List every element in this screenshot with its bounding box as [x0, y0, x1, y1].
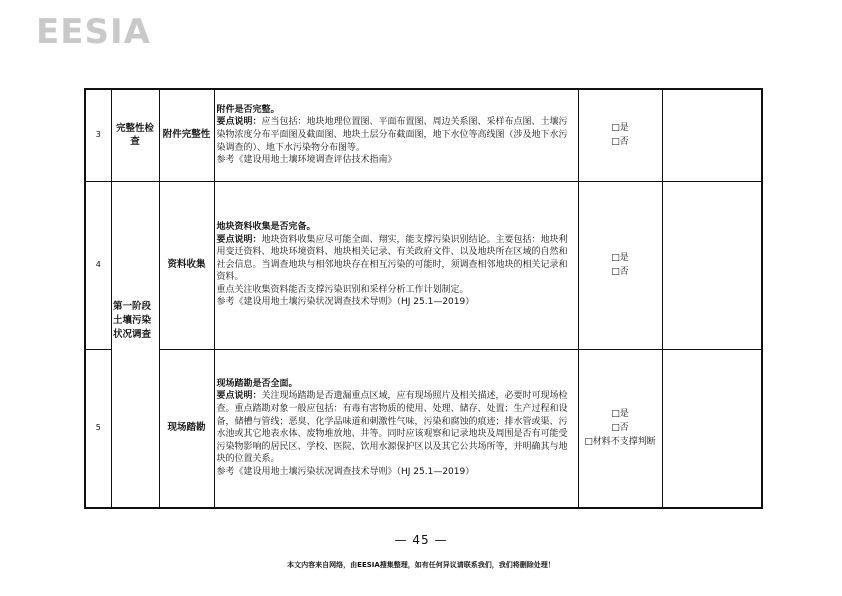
content-cell [214, 89, 578, 181]
category-cell [111, 349, 159, 508]
option-no-checkbox[interactable]: □否 [611, 423, 629, 434]
item-cell: 资料收集 [159, 181, 214, 349]
result-cell [578, 181, 662, 349]
key-points-text: 应当包括：地块地理位置图、平面布置图、周边关系图、采样布点图、土壤污染物浓度分布平面图及截面图、地块土层分布截面图，地下水位等高线图（涉及地下水污染调查的）、地下水污染物分布图等。 [216, 117, 568, 153]
category-cell [111, 89, 159, 181]
stage-label: 第一阶段土壤污染状况调查 [112, 301, 151, 340]
item-cell: 附件完整性 [159, 89, 214, 181]
check-question: 地块资料收集是否完备。 [216, 221, 316, 232]
key-points-text: 关注现场踏勘是否遗漏重点区域，应有现场照片及相关描述，必要时可现场检查。重点踏勘对象一般应包括：有毒有害物质的使用、处理、储存、处置；生产过程和设备，储槽与管线；恶臭、化学品味道和刺激性气味，污染和腐蚀的痕迹；排水管或渠、污水池或其它地表水体、废物堆放地、井等。同时应该观察和记录地块及周围是否有可能受污染物影响的居民区、学校、医院、饮用水源保护区以及其它公共场所等，并明确其与地块的位置关系。 [216, 391, 568, 465]
remarks-cell [662, 349, 762, 508]
option-yes-checkbox[interactable]: □是 [611, 123, 629, 134]
result-cell [578, 349, 662, 508]
row-number: 3 [85, 89, 111, 181]
key-points-label: 要点说明： [216, 234, 262, 245]
option-insufficient-checkbox[interactable]: □材料不支撑判断 [584, 437, 656, 448]
row-number: 5 [85, 349, 111, 508]
remarks-cell [662, 181, 762, 349]
item-cell: 现场踏勘 [159, 349, 214, 508]
key-points-label: 要点说明： [216, 391, 262, 402]
row-number: 4 [85, 181, 111, 349]
footer-notice: 本文内容来自网络，由EESIA搜集整理，如有任何异议请联系我们，我们将删除处理！ [287, 561, 555, 569]
checklist-table [84, 88, 763, 509]
extra-note-text: 重点关注收集资料能否支撑污染识别和采样分析工作计划制定。 [216, 284, 469, 295]
reference-text: 参考《建设用地土壤污染状况调查技术导则》（HJ 25.1—2019） [216, 297, 475, 308]
table-row [85, 349, 762, 508]
eesia-logo: EESIA [36, 12, 151, 52]
table-row [85, 89, 762, 181]
content-cell [214, 349, 578, 508]
option-yes-checkbox[interactable]: □是 [611, 253, 629, 263]
key-points-label: 要点说明： [216, 117, 262, 128]
table-row [85, 181, 762, 349]
option-yes-checkbox[interactable]: □是 [611, 409, 629, 420]
page-number: — 45 — [394, 533, 448, 547]
reference-text: 参考《建设用地土壤环境调查评估技术指南》 [216, 155, 397, 166]
key-points-text: 地块资料收集应尽可能全面、翔实，能支撑污染识别结论。主要包括：地块利用变迁资料、地块环境资料、地块相关记录、有关政府文件、以及地块所在区域的自然和社会信息。当调查地块与相邻地块存在相互污染的可能时，须调查相邻地块的相关记录和资料。 [216, 234, 568, 283]
category-label: 完整性检查 [115, 123, 154, 148]
check-question: 现场踏勘是否全面。 [216, 378, 298, 389]
reference-text: 参考《建设用地土壤污染状况调查技术导则》（HJ 25.1—2019） [216, 467, 475, 478]
check-question: 附件是否完整。 [216, 104, 280, 115]
option-no-checkbox[interactable]: □否 [611, 267, 629, 277]
remarks-cell [662, 89, 762, 181]
content-cell [214, 181, 578, 349]
option-no-checkbox[interactable]: □否 [611, 137, 629, 148]
result-cell [578, 89, 662, 181]
